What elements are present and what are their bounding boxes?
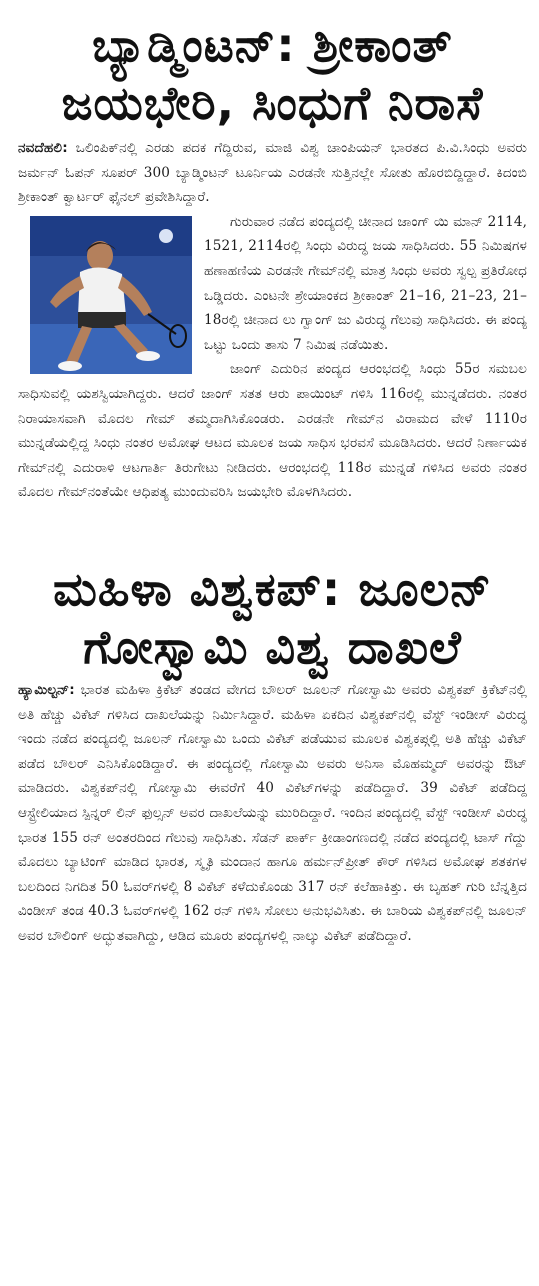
badminton-paragraph-2: ಗುರುವಾರ ನಡೆದ ಪಂದ್ಯದಲ್ಲಿ ಚೀನಾದ ಜಾಂಗ್ ಯಿ ಮಾನ್ 2114, 1521, 2114ರಲ್ಲಿ ಸಿಂಧು ವಿರುದ್ಧ ಜಯ ಸಾಧಿಸಿದರು. 55 ನಿಮಿಷಗಳ ಹಣಾಹಣಿಯ ಎರಡನೇ ಗೇಮ್‌ನಲ್ಲಿ ಮಾತ್ರ ಸಿಂಧು ಅವರು ಸ್ವಲ್ಪ ಪ್ರತಿರೋಧ ಒಡ್ಡಿದರು. ಎಂಟನೇ ಶ್ರೇಯಾಂಕದ ಶ್ರೀಕಾಂತ್ 21–16, 21–23, 21–18ರಲ್ಲಿ ಚೀನಾದ ಲು ಗ್ವಾಂಗ್ ಜು ವಿರುದ್ಧ ಗೆಲುವು ಸಾಧಿಸಿದರು. ಈ ಪಂದ್ಯ ಒಟ್ಟು ಒಂದು ತಾಸು 7 ನಿಮಿಷ ನಡೆಯಿತು. [204, 213, 527, 353]
badminton-story [18, 0, 527, 552]
headline-line-2: ಗೋಸ್ವಾಮಿ ವಿಶ್ವ ದಾಖಲೆ [83, 620, 462, 674]
cricket-body-paragraph [18, 678, 527, 949]
badminton-paragraph-3: ಜಾಂಗ್ ಎದುರಿನ ಪಂದ್ಯದ ಆರಂಭದಲ್ಲಿ ಸಿಂಧು 55ರ ಸಮಬಲ ಸಾಧಿಸುವಲ್ಲಿ ಯಶಸ್ವಿಯಾಗಿದ್ದರು. ಆದರೆ ಜಾಂಗ್ ಸತತ ಆರು ಪಾಯಿಂಟ್ ಗಳಿಸಿ 116ರಲ್ಲಿ ಮುನ್ನಡೆದರು. ನಂತರ ನಿರಾಯಾಸವಾಗಿ ಮೊದಲ ಗೇಮ್ ತಮ್ಮದಾಗಿಸಿಕೊಂಡರು. ಎರಡನೇ ಗೇಮ್‌ನ ವಿರಾಮದ ವೇಳೆ 1110ರ ಮುನ್ನಡೆಯಲ್ಲಿದ್ದ ಸಿಂಧು ನಂತರ ಅಮೋಘ ಆಟದ ಮೂಲಕ ಜಯ ಸಾಧಿಸ ಭರವಸೆ ಮೂಡಿಸಿದರು. ಆದರೆ ನಿರ್ಣಾಯಕ ಗೇಮ್‌ನಲ್ಲಿ ಎದುರಾಳಿ ಆಟಗಾರ್ತಿ ತಿರುಗೇಟು ನೀಡಿದರು. ಆರಂಭದಲ್ಲಿ 118ರ ಮುನ್ನಡೆ ಗಳಿಸಿದ ಅವರು ನಂತರ ಮೊದಲ ಗೇಮ್‌ನಂತೆಯೇ ಆಧಿಪತ್ಯ ಮುಂದುವರಿಸಿ ಜಯಭೇರಿ ಮೊಳಗಿಸಿದರು. [18, 361, 527, 501]
badminton-headline [18, 0, 527, 136]
badminton-lead-paragraph [18, 136, 527, 210]
body-text: ಭಾರತ ಮಹಿಳಾ ಕ್ರಿಕೆಟ್ ತಂಡದ ವೇಗದ ಬೌಲರ್ ಜೂಲನ್ ಗೋಸ್ವಾಮಿ ಅವರು ವಿಶ್ವಕಪ್ ಕ್ರಿಕೆಟ್‌ನಲ್ಲಿ ಅತಿ ಹೆಚ್ಚು ವಿಕೆಟ್ ಗಳಿಸಿದ ದಾಖಲೆಯನ್ನು ನಿರ್ಮಿಸಿದ್ದಾರೆ. ಮಹಿಳಾ ಏಕದಿನ ವಿಶ್ವಕಪ್‌ನಲ್ಲಿ ವೆಸ್ಟ್ ಇಂಡೀಸ್ ವಿರುದ್ಧ ಇಂದು ನಡೆದ ಪಂದ್ಯದಲ್ಲಿ ಜೂಲನ್ ಗೋಸ್ವಾಮಿ ಒಂದು ವಿಕೆಟ್ ಪಡೆಯುವ ಮೂಲಕ ವಿಶ್ವಕಪ್ಗಲ್ಲಿ ಅತಿ ಹೆಚ್ಚು ವಿಕೆಟ್ ಪಡೆದ ಬೌಲರ್ ಎನಿಸಿಕೊಂಡಿದ್ದಾರೆ. ಈ ಪಂದ್ಯದಲ್ಲಿ ಗೋಸ್ವಾಮಿ ಅವರು ಅನಿಸಾ ಮೊಹಮ್ಮದ್ ಅವರನ್ನು ಔಟ್ ಮಾಡಿದರು. ವಿಶ್ವಕಪ್‌ನಲ್ಲಿ ಗೋಸ್ವಾಮಿ ಈವರೆಗೆ 40 ವಿಕೆಟ್‌ಗಳನ್ನು ಪಡೆದಿದ್ದಾರೆ. 39 ವಿಕೆಟ್ ಪಡೆದಿದ್ದ ಆಸ್ಟ್ರೇಲಿಯಾದ ಸ್ಪಿನ್ನರ್ ಲಿನ್ ಫುಲ್ಸನ್ ಅವರ ದಾಖಲೆಯನ್ನು ಮುರಿದಿದ್ದಾರೆ. ಇಂದಿನ ಪಂದ್ಯದಲ್ಲಿ ವೆಸ್ಟ್ ಇಂಡೀಸ್ ವಿರುದ್ಧ ಭಾರತ 155 ರನ್ ಅಂತರದಿಂದ ಗೆಲುವು ಸಾಧಿಸಿತು. ಸೆಡನ್ ಪಾರ್ಕ್ ಕ್ರೀಡಾಂಗಣದಲ್ಲಿ ನಡೆದ ಪಂದ್ಯದಲ್ಲಿ ಟಾಸ್ ಗೆದ್ದು ಮೊದಲು ಬ್ಯಾಟಿಂಗ್ ಮಾಡಿದ ಭಾರತ, ಸ್ಮೃತಿ ಮಂದಾನ ಹಾಗೂ ಹರ್ಮನ್‌ಪ್ರೀತ್ ಕೌರ್ ಗಳಿಸಿದ ಅಮೋಘ ಶತಕಗಳ ಬಲದಿಂದ ನಿಗದಿತ 50 ಓವರ್‌ಗಳಲ್ಲಿ 8 ವಿಕೆಟ್ ಕಳೆದುಕೊಂಡು 317 ರನ್ ಕಲೆಹಾಕಿತ್ತು. ಈ ಬೃಹತ್ ಗುರಿ ಬೆನ್ನತ್ತಿದ ವಿಂಡೀಸ್ ತಂಡ 40.3 ಓವರ್‌ಗಳಲ್ಲಿ 162 ರನ್ ಗಳಿಸಿ ಸೋಲು ಅನುಭವಿಸಿತು. ಈ ಬಾರಿಯ ವಿಶ್ವಕಪ್‌ನಲ್ಲಿ ಜೂಲನ್ ಅವರ ಬೌಲಿಂಗ್ ಅದ್ಭುತವಾಗಿದ್ದು, ಆಡಿದ ಮೂರು ಪಂದ್ಯಗಳಲ್ಲಿ ನಾಲ್ಕು ವಿಕೆಟ್ ಪಡೆದಿದ್ದಾರೆ. [18, 682, 527, 944]
lead-text: ಒಲಿಂಪಿಕ್‌ನಲ್ಲಿ ಎರಡು ಪದಕ ಗೆದ್ದಿರುವ, ಮಾಜಿ ವಿಶ್ವ ಚಾಂಪಿಯನ್ ಭಾರತದ ಪಿ.ವಿ.ಸಿಂಧು ಅವರು ಜರ್ಮನ್ ಓಪನ್ ಸೂಪರ್ 300 ಬ್ಯಾಡ್ಮಿಂಟನ್ ಟೂರ್ನಿಯ ಎರಡನೇ ಸುತ್ತಿನಲ್ಲೇ ಸೋತು ಹೊರಬಿದ್ದಿದ್ದಾರೆ. ಕಿದಂಬಿ ಶ್ರೀಕಾಂತ್ ಕ್ವಾರ್ಟರ್ ಫೈನಲ್ ಪ್ರವೇಶಿಸಿದ್ದಾರೆ. [18, 140, 527, 206]
cricket-headline [18, 552, 527, 678]
dateline: ಹ್ಯಾಮಿಲ್ಟನ್: [18, 682, 75, 698]
headline-line-1: ಮಹಿಳಾ ವಿಶ್ವಕಪ್: ಜೂಲನ್ [53, 562, 492, 616]
sindhu-photo [30, 216, 192, 374]
dateline: ನವದೆಹಲಿ: [18, 140, 68, 156]
cricket-story [18, 552, 527, 949]
headline-line-2: ಜಯಭೇರಿ, ಸಿಂಧುಗೆ ನಿರಾಸೆ [61, 76, 484, 130]
headline-line-1: ಬ್ಯಾಡ್ಮಿಂಟನ್: ಶ್ರೀಕಾಂತ್ [92, 18, 453, 72]
player-photo-illustration [30, 216, 192, 374]
